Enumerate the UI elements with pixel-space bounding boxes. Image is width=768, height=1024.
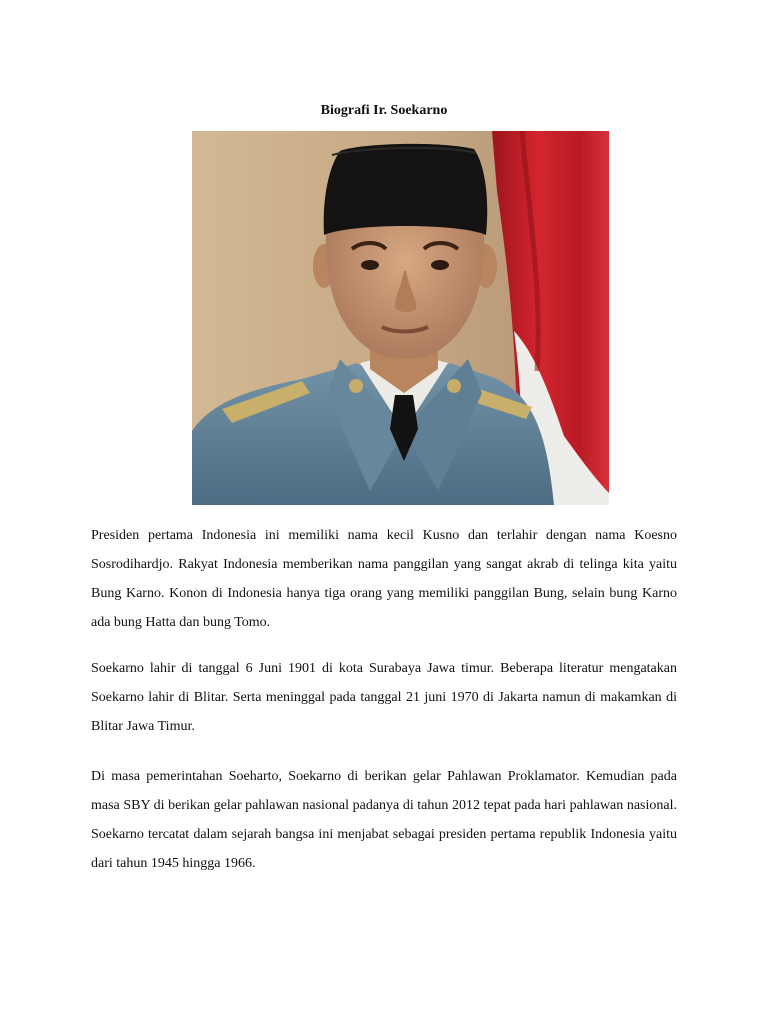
paragraph-3: Di masa pemerintahan Soeharto, Soekarno di berikan gelar Pahlawan Proklamator. Kemudian pada masa SBY di berikan gelar pahlawan nasional padanya di tahun 2012 tepat pada hari pahlawan nasional. Soekarno tercatat dalam sejarah bangsa ini menjabat sebagai presiden pertama republik Indonesia yaitu dari tahun 1945 hingga 1966. [91, 769, 677, 871]
document-title: Biografi Ir. Soekarno [320, 103, 448, 118]
portrait-image [192, 131, 609, 505]
peci [324, 144, 488, 235]
paragraph-2: Soekarno lahir di tanggal 6 Juni 1901 di kota Surabaya Jawa timur. Beberapa literatur mengatakan Soekarno lahir di Blitar. Serta meninggal pada tanggal 21 juni 1970 di Jakarta namun di makamkan di Blitar Jawa Timur. [91, 661, 677, 734]
paragraph-1: Presiden pertama Indonesia ini memiliki nama kecil Kusno dan terlahir dengan nama Koesno Sosrodihardjo. Rakyat Indonesia memberikan nama panggilan yang sangat akrab di telinga kita yaitu Bung Karno. Konon di Indonesia hanya tiga orang yang memiliki panggilan Bung, selain bung Karno ada bung Hatta dan bung Tomo. [91, 528, 677, 630]
